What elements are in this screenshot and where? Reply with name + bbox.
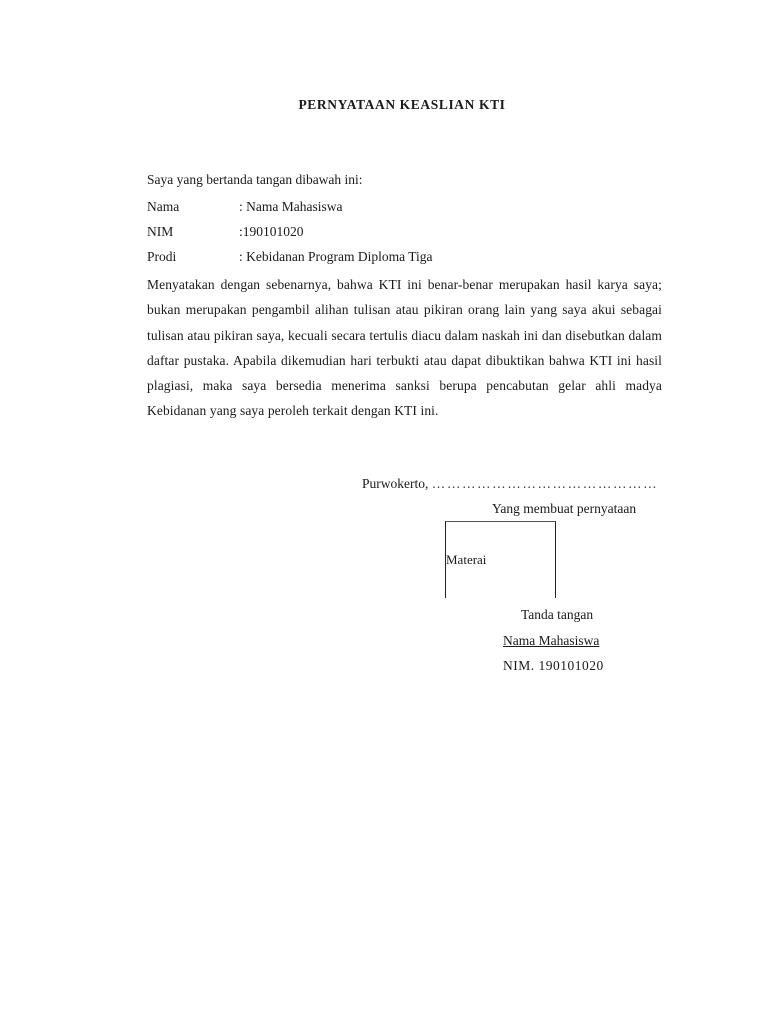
signature-label: Tanda tangan [521, 607, 594, 622]
signer-name: Nama Mahasiswa [503, 633, 600, 648]
intro-text: Saya yang bertanda tangan dibawah ini: [147, 172, 363, 187]
field-label: Nama [147, 199, 180, 214]
maker-label: Yang membuat pernyataan [492, 501, 637, 516]
signer-nim: NIM. 190101020 [503, 658, 604, 673]
place-text: Purwokerto, [362, 476, 429, 491]
document-title: PERNYATAAN KEASLIAN KTI [298, 97, 506, 112]
field-value: :190101020 [239, 224, 304, 239]
date-blank: ……………………………………… [431, 476, 659, 491]
field-label: NIM [147, 224, 174, 239]
field-value: : Kebidanan Program Diploma Tiga [239, 249, 433, 264]
stamp-label: Materai [446, 552, 487, 567]
statement-paragraph: Menyatakan dengan sebenarnya, bahwa KTI ini benar-benar merupakan hasil karya saya; bukan merupakan pengambil alihan tulisan atau pikiran orang lain yang saya akui sebagai tulisan atau pikiran saya, kecuali secara tertulis diacu dalam naskah ini dan disebutkan dalam daftar pustaka. Apabila dikemudian hari terbukti atau dapat dibuktikan bahwa KTI ini hasil plagiasi, maka saya bersedia menerima sanksi berupa pencabutan gelar ahli madya Kebidanan yang saya peroleh terkait dengan KTI ini. [147, 277, 662, 419]
field-value: : Nama Mahasiswa [239, 199, 343, 214]
field-label: Prodi [147, 249, 177, 264]
place-date-line [362, 476, 658, 492]
